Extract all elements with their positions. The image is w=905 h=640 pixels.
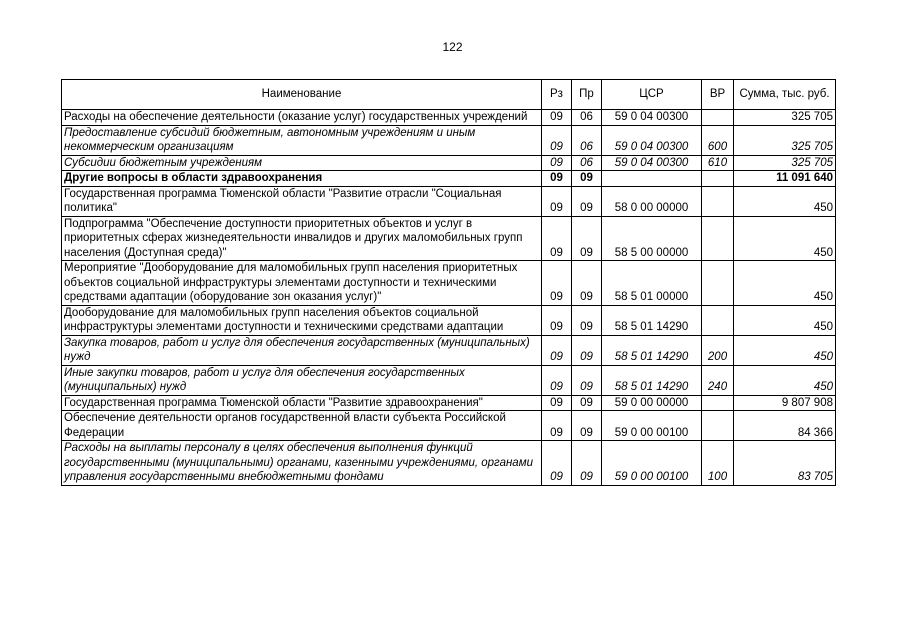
cell-rz: 09: [542, 335, 572, 365]
cell-sum: 450: [734, 305, 836, 335]
cell-pr: 06: [572, 125, 602, 155]
cell-rz: 09: [542, 110, 572, 126]
table-row: [62, 110, 836, 126]
table-row: [62, 305, 836, 335]
budget-table: [61, 79, 836, 486]
table-row: [62, 261, 836, 306]
cell-csr: 58 5 01 14290: [602, 305, 702, 335]
cell-csr: [602, 171, 702, 187]
cell-pr: 09: [572, 395, 602, 411]
cell-sum: 9 807 908: [734, 395, 836, 411]
cell-sum: 450: [734, 216, 836, 261]
cell-vr: [702, 305, 734, 335]
cell-csr: 59 0 00 00100: [602, 411, 702, 441]
cell-name: Подпрограмма "Обеспечение доступности приоритетных объектов и услуг в приоритетных сферах жизнедеятельности инвалидов и других маломобильных групп населения (Доступная среда)": [62, 216, 542, 261]
cell-name: Мероприятие "Дооборудование для маломобильных групп населения приоритетных объектов социальной инфраструктуры элементами доступности и техническими средствами адаптации (оборудование зон оказания услуг)": [62, 261, 542, 306]
table-row: [62, 171, 836, 187]
cell-csr: 58 0 00 00000: [602, 186, 702, 216]
cell-sum: 83 705: [734, 441, 836, 486]
cell-pr: 06: [572, 155, 602, 171]
header-csr: ЦСР: [602, 80, 702, 110]
table-body: [62, 110, 836, 486]
cell-name: Расходы на выплаты персоналу в целях обеспечения выполнения функций государственными (муниципальными) органами, казенными учреждениями, органами управления государственными внебюджетными фондами: [62, 441, 542, 486]
cell-name: Расходы на обеспечение деятельности (оказание услуг) государственных учреждений: [62, 110, 542, 126]
cell-sum: 450: [734, 335, 836, 365]
cell-csr: 58 5 01 14290: [602, 365, 702, 395]
header-pr: Пр: [572, 80, 602, 110]
cell-vr: 100: [702, 441, 734, 486]
cell-rz: 09: [542, 365, 572, 395]
cell-sum: 450: [734, 261, 836, 306]
cell-sum: 84 366: [734, 411, 836, 441]
cell-pr: 06: [572, 110, 602, 126]
cell-vr: 600: [702, 125, 734, 155]
cell-rz: 09: [542, 155, 572, 171]
cell-vr: [702, 186, 734, 216]
cell-pr: 09: [572, 261, 602, 306]
cell-vr: [702, 411, 734, 441]
cell-rz: 09: [542, 171, 572, 187]
cell-vr: [702, 171, 734, 187]
cell-csr: 59 0 04 00300: [602, 110, 702, 126]
cell-sum: 325 705: [734, 125, 836, 155]
cell-pr: 09: [572, 305, 602, 335]
cell-sum: 450: [734, 186, 836, 216]
cell-name: Закупка товаров, работ и услуг для обеспечения государственных (муниципальных) нужд: [62, 335, 542, 365]
page-number: 122: [442, 40, 463, 54]
header-name: Наименование: [62, 80, 542, 110]
cell-pr: 09: [572, 216, 602, 261]
cell-vr: 240: [702, 365, 734, 395]
cell-vr: 200: [702, 335, 734, 365]
cell-rz: 09: [542, 441, 572, 486]
cell-csr: 59 0 00 00000: [602, 395, 702, 411]
cell-csr: 58 5 00 00000: [602, 216, 702, 261]
cell-pr: 09: [572, 186, 602, 216]
cell-name: Дооборудование для маломобильных групп населения объектов социальной инфраструктуры элементами доступности и техническими средствами адаптации: [62, 305, 542, 335]
cell-sum: 11 091 640: [734, 171, 836, 187]
cell-name: Предоставление субсидий бюджетным, автономным учреждениям и иным некоммерческим организациям: [62, 125, 542, 155]
cell-rz: 09: [542, 305, 572, 335]
table-header-row: [62, 80, 836, 110]
cell-pr: 09: [572, 335, 602, 365]
cell-rz: 09: [542, 216, 572, 261]
cell-name: Субсидии бюджетным учреждениям: [62, 155, 542, 171]
cell-sum: 325 705: [734, 155, 836, 171]
table-row: [62, 365, 836, 395]
cell-pr: 09: [572, 365, 602, 395]
header-rz: Рз: [542, 80, 572, 110]
cell-rz: 09: [542, 395, 572, 411]
cell-vr: [702, 216, 734, 261]
cell-rz: 09: [542, 125, 572, 155]
cell-name: Государственная программа Тюменской области "Развитие здравоохранения": [62, 395, 542, 411]
cell-vr: 610: [702, 155, 734, 171]
table-row: [62, 441, 836, 486]
cell-vr: [702, 395, 734, 411]
cell-pr: 09: [572, 171, 602, 187]
cell-name: Иные закупки товаров, работ и услуг для обеспечения государственных (муниципальных) нужд: [62, 365, 542, 395]
cell-rz: 09: [542, 411, 572, 441]
cell-csr: 58 5 01 00000: [602, 261, 702, 306]
cell-csr: 59 0 04 00300: [602, 155, 702, 171]
cell-vr: [702, 110, 734, 126]
cell-vr: [702, 261, 734, 306]
cell-name: Государственная программа Тюменской области "Развитие отрасли "Социальная политика": [62, 186, 542, 216]
cell-rz: 09: [542, 261, 572, 306]
table-row: [62, 125, 836, 155]
table-row: [62, 155, 836, 171]
cell-csr: 59 0 04 00300: [602, 125, 702, 155]
cell-name: Обеспечение деятельности органов государственной власти субъекта Российской Федерации: [62, 411, 542, 441]
cell-pr: 09: [572, 411, 602, 441]
table-row: [62, 395, 836, 411]
cell-pr: 09: [572, 441, 602, 486]
cell-csr: 58 5 01 14290: [602, 335, 702, 365]
cell-name: Другие вопросы в области здравоохранения: [62, 171, 542, 187]
cell-sum: 325 705: [734, 110, 836, 126]
table-row: [62, 186, 836, 216]
header-sum: Сумма, тыс. руб.: [734, 80, 836, 110]
cell-rz: 09: [542, 186, 572, 216]
header-vr: ВР: [702, 80, 734, 110]
table-row: [62, 411, 836, 441]
table-row: [62, 335, 836, 365]
cell-sum: 450: [734, 365, 836, 395]
table-row: [62, 216, 836, 261]
cell-csr: 59 0 00 00100: [602, 441, 702, 486]
